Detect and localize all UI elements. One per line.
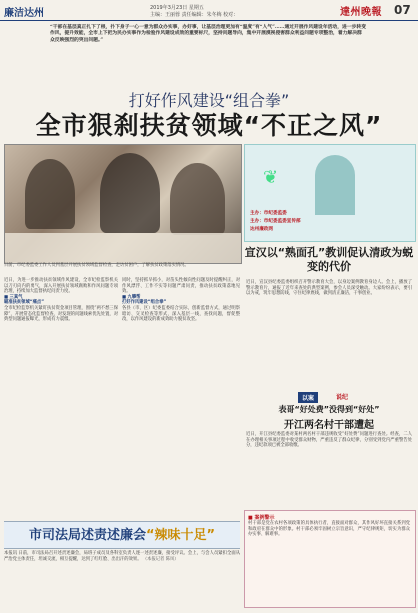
- page-number: 07: [394, 3, 411, 17]
- section-title: 廉洁达州: [4, 8, 44, 19]
- case-body: 近日，开江县纪委监委对某村两名村干部违规收受“好处费”问题进行查处。经查，二人在办理相关事项过程中收受群众财物，严重违反了群众纪律，分别受到党内严重警告处分，违纪款项已被全部收缴。: [246, 432, 412, 449]
- intro-paragraph: “干部在基层真正扎下了根，扑下身子一心一意为群众办实事，办好事，让基层治理更加有“温度”有“人气”……通过开展作风建设年活动，进一步转变作风，提升效能，全市上下把为民办实事作为检验作风建设成效的重要标尺，坚持问题导向，集中开展漠视侵害群众利益问题专项整治，着力解决群众反映强烈的突出问题。”: [50, 24, 367, 43]
- left-column-2: [122, 278, 240, 323]
- left-paragraph-2: 全市纪检监察机关紧盯扶贫资金项目管理，围绕“两不愁三保障”，开展常态化监督检查，对发现的问题线索优先处置，对典型问题通报曝光，形成有力震慑。: [4, 305, 118, 323]
- bottom-headline-text: 市司法局述责述廉会: [28, 528, 146, 543]
- photo-caption: 日前，市纪委监委工作人员到基层开展扶贫领域监督检查，走访贫困户，了解扶贫政策落实情况。: [4, 263, 189, 268]
- section-heading-1b: 瞄准扶贫领域“痛点”: [4, 300, 45, 306]
- bottom-body: [4, 551, 240, 562]
- graphic-line-3: 达州廉政网: [250, 227, 273, 232]
- left-column-1: [4, 278, 118, 323]
- section-heading-2: ■ 九攀帮: [122, 294, 141, 300]
- bottom-headline-highlight: “辣味十足”: [145, 528, 216, 543]
- article-headline: 全市狠刹扶贫领域“不正之风”: [35, 111, 383, 140]
- graphic-line-1: 主办：市纪委监委: [250, 211, 287, 216]
- arch-illustration: [315, 155, 355, 215]
- column-tag-suffix: 说纪: [336, 394, 349, 401]
- section-heading-2b: 打好作风建设“组合拳”: [122, 300, 167, 306]
- section-heading-1: ■ 三真气: [4, 294, 23, 300]
- case-warning-body: 村干部是党在农村各项政策的具体执行者，直接面对群众，其作风好坏直接关系到党和政府在群众中的形象。村干部必须牢固树立宗旨意识，严守纪律规矩，切实为群众办实事、解难事。: [248, 521, 410, 538]
- case-headline-top: 表哥“好处费”没得到“好处”: [278, 405, 380, 414]
- case-warning-title: ■ 案例警示: [248, 515, 275, 521]
- header-rule: [0, 20, 418, 21]
- bird-icon: ❦: [263, 167, 279, 188]
- bottom-byline: （本报记者 陈凤）: [142, 556, 179, 562]
- right-article-headline: 宣汉以“熟面孔”教训促认清政为蜕变的代价: [244, 246, 414, 273]
- left-paragraph-4: 各县（市、区）纪委监委结合实际，创新监督方式，通过明察暗访、交叉检查等形式，深入基层一线，查找问题，督促整改，以作风建设的新成效助力脱贫攻坚。: [122, 305, 240, 323]
- left-paragraph-1: 近日，为进一步推动扶贫领域作风建设，全市纪检监察机关以刀刃向内的勇气，深入开展扶贫领域腐败和作风问题专项治理，持续加大监督执纪问责力度。: [4, 278, 118, 295]
- article-subtitle: 打好作风建设“组合拳”: [128, 91, 290, 110]
- right-article-body: 近日，宣汉县纪委监委组织召开警示教育大会，以身边案例教育身边人。会上，播放了警示教育片，通报了近年来查处的典型案例，参会人员深受触动。大家纷纷表示，要引以为戒，筑牢思想防线，守住纪律底线，做到清正廉洁，干事创业。: [246, 280, 412, 297]
- bottom-headline: [4, 524, 240, 543]
- newspaper-logo: 達州晚報: [340, 7, 382, 18]
- left-paragraph-3: 同时，坚持抓早抓小，对苗头性倾向性问题及时提醒纠正，对作风漂浮、工作不实等问题严肃问责，推动扶贫政策落地见效。: [122, 278, 240, 295]
- news-photo: [4, 144, 242, 264]
- editor-line: 主编：王丽蓉 责任编辑：朱冬梅 校对：: [150, 12, 239, 18]
- graphic-line-2: 主办：市纪委监委宣传部: [250, 219, 301, 224]
- date-line: 2019年3月23日 星期五: [150, 5, 204, 11]
- case-headline-main: 开江两名村干部遭起: [284, 420, 374, 431]
- column-tag: 以案: [298, 392, 318, 403]
- bottom-body-text: 本报讯 日前，市司法局召开述责述廉会，局班子成员及各科室负责人逐一述责述廉，接受评议。会上，与会人员紧扣全面从严治党主体责任，坦诚交流，相互提醒，达到了红红脸、出出汗的效果。: [4, 551, 240, 562]
